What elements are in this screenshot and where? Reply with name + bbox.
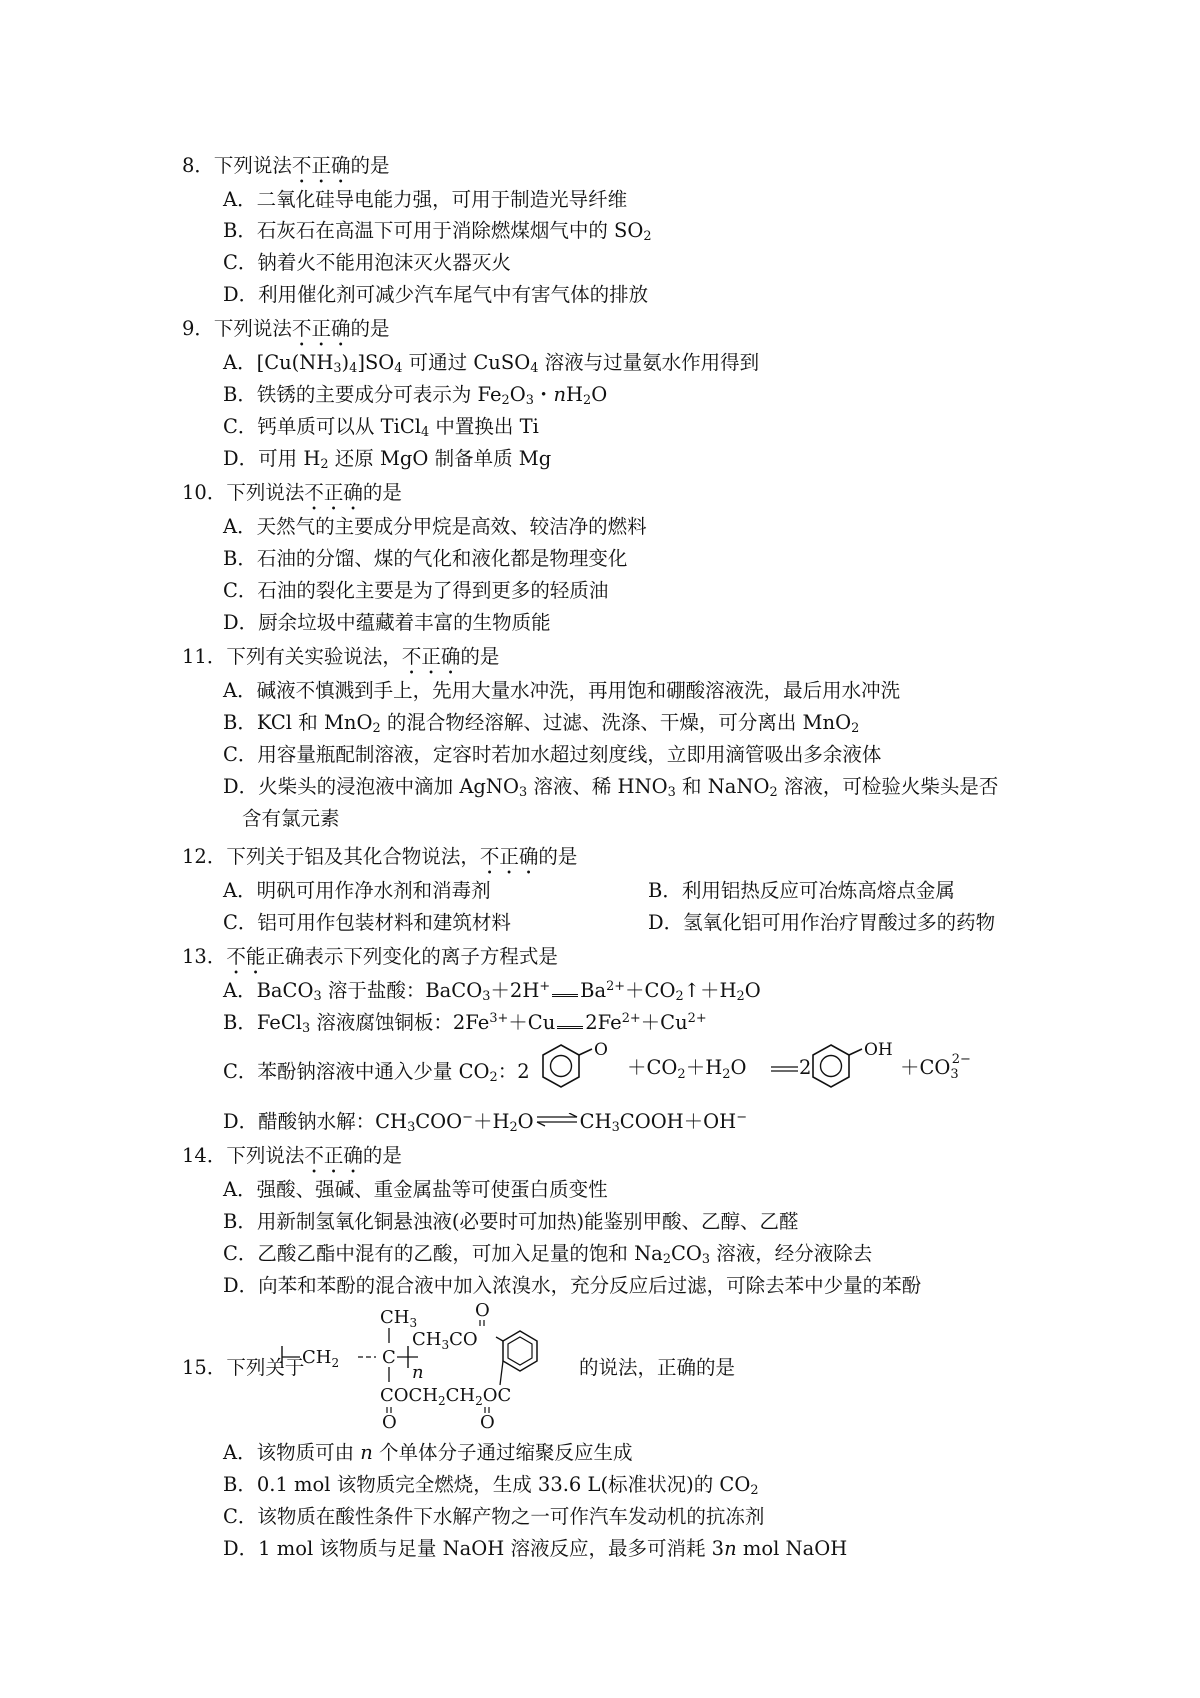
q8-option-a: A．二氧化硅导电能力强，可用于制造光导纤维: [223, 188, 628, 211]
q15-option-c: C．该物质在酸性条件下水解产物之一可作汽车发动机的抗冻剂: [223, 1505, 765, 1528]
question-13-stem: 13．不能正确表示下列变化的离子方程式是: [182, 945, 558, 968]
q11-option-a: A．碱液不慎溅到手上，先用大量水冲洗，再用饱和硼酸溶液洗，最后用水冲洗: [223, 679, 901, 702]
q13-option-d: D．醋酸钠水解：$CH_3COO^-+H_2O$ $CH_3COOH+OH^-$: [223, 1109, 747, 1136]
q9-option-a: A．$[Cu(NH_3)_4]SO_4$ 可通过 CuSO$_4$ 溶液与过量氨水作用得到: [223, 351, 760, 377]
q13-option-c: C．苯酚钠溶液中通入少量 $CO_2$：2: [223, 1060, 530, 1086]
polymer-structure: [278, 1300, 578, 1430]
methylene-unit: $CH_2$: [302, 1347, 340, 1370]
q8-option-c: C．钠着火不能用泡沫灭火器灭火: [223, 251, 511, 274]
question-14-stem: 14．下列说法不正确的是: [182, 1144, 402, 1167]
question-15-stem-pre: 15．下列关于: [182, 1356, 305, 1379]
methyl-group: $CH_3$: [380, 1307, 418, 1330]
q10-option-b: B．石油的分馏、煤的气化和液化都是物理变化: [223, 547, 628, 570]
q12-option-c: C．铝可用作包装材料和建筑材料: [223, 911, 511, 934]
q10-option-a: A．天然气的主要成分甲烷是高效、较洁净的燃料: [223, 515, 647, 538]
q12-option-a: A．明矾可用作净水剂和消毒剂: [223, 879, 491, 902]
q10-option-c: C．石油的裂化主要是为了得到更多的轻质油: [223, 579, 609, 602]
carbonyl-oxygen-1: O: [382, 1412, 397, 1430]
carbonyl-oxygen-2: O: [480, 1412, 495, 1430]
q9-option-c: C．钙单质可以从 TiCl$_4$ 中置换出 Ti: [223, 415, 539, 441]
question-15-stem-post: 的说法，正确的是: [579, 1356, 736, 1379]
q15-option-d: D．1 mol 该物质与足量 NaOH 溶液反应，最多可消耗 3n mol NaOH: [223, 1537, 848, 1560]
q12-option-b: B．利用铝热反应可冶炼高熔点金属: [648, 879, 955, 902]
q13-option-b: B．FeCl$_3$ 溶液腐蚀铜板：$2Fe^{3+}+Cu$ $2Fe^{2+}+Cu^{2+}$: [223, 1010, 707, 1037]
q9-option-d: D．可用 $H_2$ 还原 MgO 制备单质 Mg: [223, 447, 552, 473]
q15-option-a: A．该物质可由 n 个单体分子通过缩聚反应生成: [223, 1441, 633, 1464]
q15-option-b: B．0.1 mol 该物质完全燃烧，生成 33.6 L(标准状况)的 $CO_2$: [223, 1473, 759, 1499]
question-9-stem: 9．下列说法不正确的是: [182, 317, 390, 340]
equals-sign: [557, 1014, 583, 1029]
carbonate-term: $+CO_32-$: [900, 1052, 971, 1082]
q11-option-d-continuation: 含有氯元素: [242, 807, 340, 830]
question-11-stem: 11．下列有关实验说法，不正确的是: [182, 645, 500, 668]
benzene-ring: [496, 1331, 537, 1385]
q10-option-d: D．厨余垃圾中蕴藏着丰富的生物质能: [223, 611, 551, 634]
repeat-count-n: n: [412, 1362, 424, 1383]
phenol-oh: OH: [864, 1040, 893, 1060]
q11-option-b: B．KCl 和 MnO$_2$ 的混合物经溶解、过滤、洗涤、干燥，可分离出 MnO$_2$: [223, 711, 860, 737]
ester-chain: $COCH_2CH_2OC$: [380, 1385, 512, 1408]
phenol-equation: [542, 1040, 1042, 1100]
q8-option-b: B．石灰石在高温下可用于消除燃煤烟气中的 $SO_2$: [223, 219, 652, 245]
carbonyl-oxygen-3: O: [475, 1300, 490, 1321]
q14-option-c: C．乙酸乙酯中混有的乙酸，可加入足量的饱和 $Na_2CO_3$ 溶液，经分液除去: [223, 1242, 873, 1268]
phenoxide-ring: [543, 1045, 592, 1087]
phenol-ring: [813, 1045, 862, 1087]
q11-option-c: C．用容量瓶配制溶液，定容时若加水超过刻度线，立即用滴管吸出多余液体: [223, 743, 882, 766]
q14-option-d: D．向苯和苯酚的混合液中加入浓溴水，充分反应后过滤，可除去苯中少量的苯酚: [223, 1274, 922, 1297]
q9-option-b: B．铁锈的主要成分可表示为 $Fe_2O_3$・$nH_2O$: [223, 383, 608, 409]
q8-option-d: D．利用催化剂可减少汽车尾气中有害气体的排放: [223, 283, 649, 306]
q13-option-a: A．BaCO$_3$ 溶于盐酸：BaCO$_3$＋2H+ $Ba^{2+}+CO_2↑+H_2O$: [223, 978, 761, 1005]
q14-option-a: A．强酸、强碱、重金属盐等可使蛋白质变性: [223, 1178, 608, 1201]
quaternary-carbon: C: [382, 1347, 396, 1368]
question-12-stem: 12．下列关于铝及其化合物说法，不正确的是: [182, 845, 578, 868]
q14-option-b: B．用新制氢氧化铜悬浊液(必要时可加热)能鉴别甲酸、乙醇、乙醛: [223, 1210, 799, 1233]
acetyl-group: $CH_3CO$: [412, 1329, 478, 1352]
q12-option-d: D．氢氧化铝可用作治疗胃酸过多的药物: [648, 911, 996, 934]
equals-sign: [552, 982, 578, 997]
equals-sign: [771, 1067, 798, 1071]
q11-option-d: D．火柴头的浸泡液中滴加 AgNO$_3$ 溶液、稀 $HNO_3$ 和 NaNO$_2$ 溶液，可检验火柴头是否: [223, 775, 999, 801]
phenoxide-o: O: [594, 1040, 608, 1060]
question-10-stem: 10．下列说法不正确的是: [182, 481, 402, 504]
coefficient-2: 2: [799, 1056, 812, 1079]
question-8-stem: 8．下列说法不正确的是: [182, 154, 390, 177]
equilibrium-arrow: [535, 1113, 579, 1127]
co2-term: $+CO_2+H_2O$: [627, 1056, 747, 1082]
